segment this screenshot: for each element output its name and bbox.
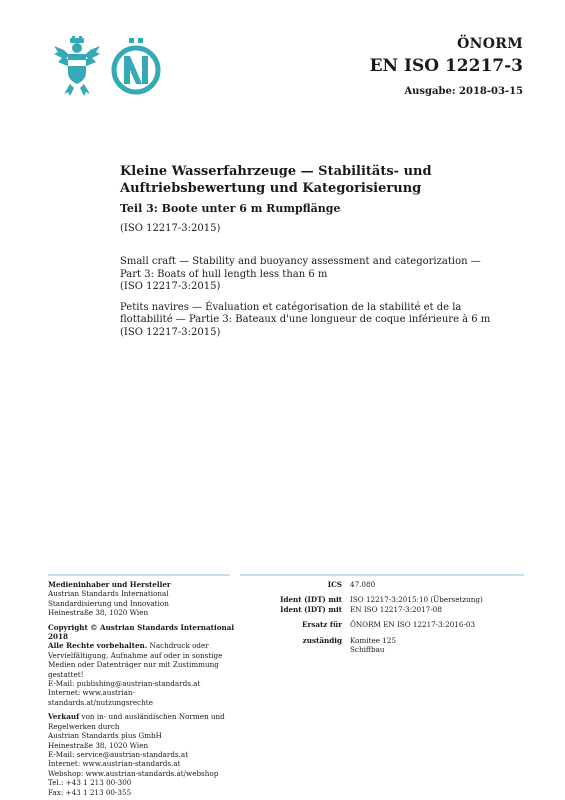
rights-line: Medien oder Datenträger nur mit Zustimmung bbox=[48, 660, 219, 670]
sales-text: von in- und ausländischen Normen und bbox=[79, 712, 225, 722]
copyright-notice: Copyright © Austrian Standards International 2018 bbox=[48, 622, 235, 642]
german-title-line: Kleine Wasserfahrzeuge — Stabilitäts- und bbox=[120, 164, 432, 179]
divider-left bbox=[48, 574, 230, 576]
title-block bbox=[120, 163, 530, 339]
meta-value: ISO 12217-3:2015:10 (Übersetzung) bbox=[350, 595, 483, 605]
committee-field: Schiffbau bbox=[350, 645, 385, 655]
ident-row bbox=[240, 605, 530, 614]
meta-label: zuständig bbox=[302, 635, 342, 645]
sales-line: Heinestraße 38, 1020 Wien bbox=[48, 740, 149, 750]
responsible-row bbox=[240, 636, 530, 655]
sales-line: Internet: www.austrian-standards.at bbox=[48, 759, 181, 769]
sales-line: Fax: +43 1 213 00-355 bbox=[48, 787, 132, 797]
rights-line: gestattet! bbox=[48, 669, 84, 679]
publisher-line: Standardisierung und Innovation bbox=[48, 598, 169, 608]
sales-bold: Verkauf bbox=[48, 712, 80, 722]
sales-line: Regelwerken durch bbox=[48, 721, 120, 731]
onorm-logo bbox=[114, 38, 158, 92]
rights-bold: Alle Rechte vorbehalten. bbox=[48, 641, 148, 651]
french-iso-reference: (ISO 12217-3:2015) bbox=[120, 326, 221, 338]
rights-text: Nachdruck oder bbox=[147, 641, 209, 651]
english-title bbox=[120, 256, 530, 294]
austrian-eagle-logo bbox=[54, 36, 100, 96]
meta-label: Ersatz für bbox=[302, 620, 342, 630]
sales-line: Tel.: +43 1 213 00-300 bbox=[48, 778, 132, 788]
standard-number: EN ISO 12217-3 bbox=[369, 56, 523, 76]
publisher-info bbox=[48, 580, 238, 797]
german-part-title: Teil 3: Boote unter 6 m Rumpflänge bbox=[120, 202, 341, 215]
publishing-email: E-Mail: publishing@austrian-standards.at bbox=[48, 679, 201, 689]
english-iso-reference: (ISO 12217-3:2015) bbox=[120, 281, 221, 292]
ics-row bbox=[240, 580, 530, 589]
meta-label: Ident (IDT) mit bbox=[280, 604, 342, 614]
publisher-heading: Medieninhaber und Hersteller bbox=[48, 580, 171, 589]
publisher-line: Heinestraße 38, 1020 Wien bbox=[48, 608, 149, 618]
french-title bbox=[120, 302, 530, 340]
rights-notice bbox=[48, 641, 238, 650]
standard-metadata bbox=[240, 580, 530, 654]
rights-line: Vervielfältigung, Aufnahme auf oder in sonstige bbox=[48, 650, 223, 660]
english-title-line: Part 3: Boats of hull length less than 6 m bbox=[120, 268, 328, 280]
committee: Komitee 125 bbox=[350, 635, 397, 645]
meta-value: 47.080 bbox=[350, 580, 376, 589]
edition-date: Ausgabe: 2018-03-15 bbox=[404, 86, 523, 97]
iso-reference: (ISO 12217-3:2015) bbox=[120, 223, 221, 234]
standard-body: ÖNORM bbox=[457, 36, 523, 52]
french-title-line: flottabilité — Partie 3: Bateaux d'une longueur de coque inférieure à 6 m bbox=[120, 314, 491, 325]
ident-row bbox=[240, 595, 530, 604]
sales-line: Webshop: www.austrian-standards.at/webshop bbox=[48, 768, 219, 778]
meta-value: EN ISO 12217-3:2017-08 bbox=[350, 604, 442, 614]
sales-line: Austrian Standards plus GmbH bbox=[48, 731, 162, 741]
rights-internet: Internet: www.austrian-standards.at/nutzungsrechte bbox=[48, 688, 153, 707]
logos bbox=[50, 36, 165, 98]
divider-right bbox=[240, 574, 524, 576]
german-title-line: Auftriebsbewertung und Kategorisierung bbox=[120, 181, 422, 196]
meta-label: Ident (IDT) mit bbox=[280, 595, 342, 605]
meta-value bbox=[350, 636, 530, 655]
replaces-row bbox=[240, 620, 530, 629]
meta-value: ÖNORM EN ISO 12217-3:2016-03 bbox=[350, 620, 476, 630]
sales-notice bbox=[48, 712, 238, 721]
document-header bbox=[370, 36, 523, 97]
english-title-line: Small craft — Stability and buoyancy assessment and categorization — bbox=[120, 256, 481, 267]
german-title bbox=[120, 163, 530, 197]
french-title-line: Petits navires — Évaluation et catégorisation de la stabilité et de la bbox=[120, 301, 462, 313]
meta-label: ICS bbox=[327, 580, 342, 589]
publisher-line: Austrian Standards International bbox=[48, 589, 169, 599]
sales-line: E-Mail: service@austrian-standards.at bbox=[48, 749, 189, 759]
